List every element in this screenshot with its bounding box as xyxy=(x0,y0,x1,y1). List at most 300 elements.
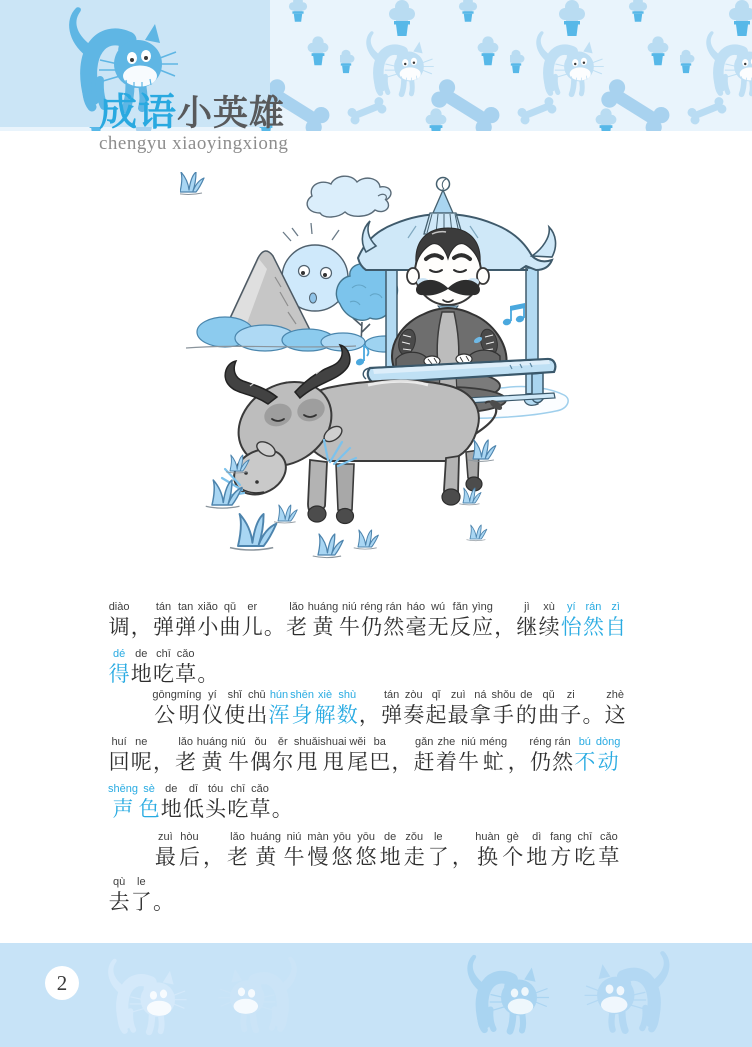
hanzi: 个 xyxy=(502,845,524,869)
hanzi: 尔 xyxy=(272,750,294,774)
story-character xyxy=(263,601,285,639)
story-character xyxy=(360,601,382,639)
pinyin: ěr xyxy=(277,736,288,748)
pinyin: míng xyxy=(176,689,202,701)
story-character xyxy=(152,876,174,914)
hanzi: 吃 xyxy=(152,662,174,686)
story-character xyxy=(391,736,413,774)
pinyin: de xyxy=(384,831,397,843)
pinyin: zuì xyxy=(158,831,173,843)
story-character xyxy=(358,689,380,727)
pinyin: ba xyxy=(373,736,386,748)
pinyin: shuai xyxy=(320,736,347,748)
pinyin: qù xyxy=(112,876,126,888)
hanzi: 。 xyxy=(582,703,604,727)
story-character xyxy=(154,831,176,869)
hanzi: 解 xyxy=(314,703,336,727)
story-character xyxy=(383,601,405,639)
hanzi: 头 xyxy=(205,797,227,821)
pinyin: huáng xyxy=(307,601,339,613)
hanzi: 低 xyxy=(182,797,204,821)
idiom-character xyxy=(314,689,336,727)
story-character xyxy=(271,783,293,821)
pinyin: niú xyxy=(461,736,476,748)
story-character xyxy=(152,689,176,727)
story-character xyxy=(526,831,548,869)
hanzi: 的 xyxy=(515,703,537,727)
hanzi: 然 xyxy=(383,615,405,639)
pinyin: niú xyxy=(342,601,357,613)
idiom-character xyxy=(108,783,138,821)
hanzi: 老 xyxy=(286,615,308,639)
story-character xyxy=(471,601,493,639)
story-line xyxy=(108,601,627,639)
hanzi: 牛 xyxy=(338,615,360,639)
story-character xyxy=(502,831,524,869)
story-illustration xyxy=(180,172,572,596)
pinyin: chī xyxy=(156,648,171,660)
hanzi: 老 xyxy=(175,750,197,774)
story-character xyxy=(447,689,469,727)
hanzi: 去 xyxy=(108,890,130,914)
hanzi: 毫 xyxy=(405,615,427,639)
story-character xyxy=(197,736,228,774)
pinyin: jì xyxy=(524,601,530,613)
pinyin: màn xyxy=(307,831,329,843)
pinyin: huáng xyxy=(250,831,282,843)
story-character xyxy=(152,736,174,774)
pinyin: sè xyxy=(143,783,155,795)
hanzi: 黄 xyxy=(255,845,277,869)
story-character xyxy=(286,601,308,639)
story-character xyxy=(507,736,529,774)
pinyin: tan xyxy=(178,601,194,613)
hanzi: 悠 xyxy=(355,845,377,869)
story-line xyxy=(108,736,620,774)
pinyin: zòu xyxy=(404,689,423,701)
hanzi: 牛 xyxy=(227,750,249,774)
story-character xyxy=(283,831,305,869)
story-character xyxy=(152,648,174,686)
pinyin: yìng xyxy=(472,601,493,613)
pinyin: méng xyxy=(479,736,508,748)
pinyin: shēng xyxy=(108,783,138,795)
hanzi: 巴 xyxy=(369,750,391,774)
story-character xyxy=(224,689,246,727)
hanzi: 回 xyxy=(108,750,130,774)
story-character xyxy=(226,831,248,869)
pinyin: xiǎo xyxy=(197,601,218,613)
story-character xyxy=(338,601,360,639)
hanzi: ， xyxy=(202,845,224,869)
pinyin: hún xyxy=(269,689,289,701)
story-character xyxy=(582,689,604,727)
page-number: 2 xyxy=(56,970,68,995)
story-character xyxy=(355,831,377,869)
page-number-badge xyxy=(45,966,79,1000)
hanzi: 然 xyxy=(582,615,604,639)
hanzi: 。 xyxy=(197,662,219,686)
pinyin: réng xyxy=(529,736,552,748)
story-character xyxy=(405,601,427,639)
story-character xyxy=(108,876,130,914)
pinyin: ná xyxy=(474,689,487,701)
hanzi: 黄 xyxy=(312,615,334,639)
pinyin: yí xyxy=(566,601,576,613)
pinyin: shēn xyxy=(290,689,314,701)
story-character xyxy=(449,601,471,639)
hanzi: 吃 xyxy=(227,797,249,821)
hanzi: 怡 xyxy=(560,615,582,639)
pinyin: dòng xyxy=(595,736,621,748)
pinyin: rán xyxy=(554,736,571,748)
story-character xyxy=(219,601,241,639)
pinyin: diào xyxy=(108,601,130,613)
idiom-character xyxy=(290,689,314,727)
story-character xyxy=(379,831,401,869)
footer-band xyxy=(0,943,752,1047)
story-character xyxy=(272,736,294,774)
hanzi: 出 xyxy=(246,703,268,727)
hanzi: 这 xyxy=(604,703,626,727)
story-character xyxy=(175,601,197,639)
hanzi: 最 xyxy=(154,845,176,869)
idiom-character xyxy=(108,648,130,686)
story-character xyxy=(413,736,435,774)
pinyin: le xyxy=(433,831,443,843)
hanzi: 地 xyxy=(379,845,401,869)
hanzi: 子 xyxy=(560,703,582,727)
story-character xyxy=(182,783,204,821)
story-character xyxy=(227,783,249,821)
pinyin: wú xyxy=(431,601,446,613)
hanzi: 曲 xyxy=(219,615,241,639)
hanzi: 着 xyxy=(435,750,457,774)
pinyin: dī xyxy=(188,783,199,795)
pinyin: chū xyxy=(247,689,266,701)
hanzi: 偶 xyxy=(250,750,272,774)
hanzi: 虻 xyxy=(482,750,504,774)
pinyin: niú xyxy=(231,736,246,748)
hanzi: ， xyxy=(451,845,473,869)
pinyin: shuǎi xyxy=(293,736,321,748)
hanzi: 走 xyxy=(403,845,425,869)
pinyin: er xyxy=(247,601,258,613)
hanzi: 悠 xyxy=(331,845,353,869)
pinyin: de xyxy=(135,648,148,660)
hanzi: 弹 xyxy=(175,615,197,639)
pinyin: bú xyxy=(578,736,591,748)
story-character xyxy=(331,831,353,869)
pinyin: cǎo xyxy=(600,831,618,843)
story-character xyxy=(201,689,223,727)
story-line xyxy=(108,876,620,914)
story-character xyxy=(307,831,329,869)
hanzi: 动 xyxy=(597,750,619,774)
story-character xyxy=(205,783,227,821)
hanzi: 继 xyxy=(516,615,538,639)
pinyin: zì xyxy=(611,601,620,613)
story-character xyxy=(249,783,271,821)
hanzi: 弹 xyxy=(152,615,174,639)
story-character xyxy=(381,689,403,727)
pinyin: qǔ xyxy=(223,601,237,613)
story-text xyxy=(108,601,627,921)
pinyin: rán xyxy=(385,601,402,613)
pinyin: dì xyxy=(532,831,542,843)
story-character xyxy=(550,831,572,869)
title-pinyin: chengyu xiaoyingxiong xyxy=(99,133,289,154)
pinyin: qǔ xyxy=(542,689,555,701)
story-character xyxy=(491,689,515,727)
story-character xyxy=(178,831,200,869)
pinyin: chī xyxy=(577,831,593,843)
story-line xyxy=(108,648,620,686)
story-character xyxy=(130,648,152,686)
hanzi: 拿 xyxy=(469,703,491,727)
story-character xyxy=(574,831,596,869)
hanzi: 曲 xyxy=(538,703,560,727)
story-character xyxy=(246,689,268,727)
pinyin: gōng xyxy=(152,689,177,701)
story-character xyxy=(130,601,152,639)
hanzi: ， xyxy=(494,615,516,639)
hanzi: 方 xyxy=(550,845,572,869)
story-character xyxy=(197,601,219,639)
story-character xyxy=(425,689,447,727)
story-character xyxy=(320,736,346,774)
hanzi: 色 xyxy=(138,797,160,821)
story-character xyxy=(480,736,508,774)
pinyin: ǒu xyxy=(254,736,267,748)
story-character xyxy=(552,736,574,774)
hanzi: 草 xyxy=(598,845,620,869)
story-character xyxy=(403,831,425,869)
story-character xyxy=(494,601,516,639)
pinyin: zhè xyxy=(606,689,625,701)
pinyin: de xyxy=(165,783,178,795)
story-character xyxy=(451,831,473,869)
hanzi: 甩 xyxy=(296,750,318,774)
footer-background xyxy=(0,943,752,1047)
pinyin: shǐ xyxy=(227,689,242,701)
pinyin: le xyxy=(137,876,146,888)
idiom-character xyxy=(268,689,290,727)
pinyin: huí xyxy=(111,736,127,748)
idiom-character xyxy=(574,736,596,774)
hanzi: 公 xyxy=(154,703,176,727)
hanzi: 起 xyxy=(425,703,447,727)
pinyin: shù xyxy=(338,689,357,701)
story-character xyxy=(598,831,620,869)
pinyin: gè xyxy=(506,831,519,843)
pinyin: zǒu xyxy=(405,831,424,843)
hanzi: 得 xyxy=(108,662,130,686)
hanzi: 仍 xyxy=(361,615,383,639)
idiom-character xyxy=(336,689,358,727)
hanzi: 吃 xyxy=(574,845,596,869)
hanzi: 仪 xyxy=(201,703,223,727)
title-zh-gray: 小英雄 xyxy=(177,93,286,134)
story-character xyxy=(604,689,626,727)
pinyin: lǎo xyxy=(230,831,245,843)
pinyin: gǎn xyxy=(414,736,434,748)
pinyin: zi xyxy=(566,689,575,701)
cloud xyxy=(307,176,391,217)
story-character xyxy=(457,736,479,774)
story-character xyxy=(197,648,219,686)
pinyin: tóu xyxy=(207,783,224,795)
hanzi: 了 xyxy=(427,845,449,869)
hanzi: ， xyxy=(358,703,380,727)
story-character xyxy=(175,736,197,774)
story-character xyxy=(152,601,174,639)
pinyin: tán xyxy=(155,601,172,613)
hanzi: 使 xyxy=(224,703,246,727)
hanzi: ， xyxy=(507,750,529,774)
hanzi: 呢 xyxy=(130,750,152,774)
hanzi: 奏 xyxy=(403,703,425,727)
story-character xyxy=(529,736,551,774)
pinyin: dé xyxy=(112,648,126,660)
hanzi: 尾 xyxy=(347,750,369,774)
hanzi: 赶 xyxy=(413,750,435,774)
pinyin: tán xyxy=(383,689,400,701)
hanzi: 浑 xyxy=(268,703,290,727)
hanzi: 最 xyxy=(447,703,469,727)
story-character xyxy=(516,601,538,639)
pinyin: hòu xyxy=(180,831,199,843)
pinyin: xù xyxy=(543,601,555,613)
story-character xyxy=(177,689,201,727)
hanzi: 地 xyxy=(526,845,548,869)
story-character xyxy=(160,783,182,821)
hanzi: 黄 xyxy=(201,750,223,774)
story-character xyxy=(427,831,449,869)
story-character xyxy=(403,689,425,727)
hanzi: 牛 xyxy=(283,845,305,869)
hanzi: 。 xyxy=(263,615,285,639)
hanzi: 调 xyxy=(108,615,130,639)
pinyin: háo xyxy=(406,601,426,613)
pinyin: ne xyxy=(135,736,148,748)
title-zh-blue: 成语 xyxy=(99,89,178,134)
pinyin: chī xyxy=(230,783,246,795)
idiom-character xyxy=(138,783,160,821)
pinyin: zuì xyxy=(450,689,466,701)
pinyin: niú xyxy=(286,831,302,843)
pinyin: lǎo xyxy=(178,736,193,748)
book-title xyxy=(99,89,289,154)
story-character xyxy=(308,601,339,639)
pinyin: rán xyxy=(585,601,602,613)
idiom-character xyxy=(560,601,582,639)
story-character xyxy=(369,736,391,774)
pinyin: cǎo xyxy=(251,783,269,795)
pinyin: wěi xyxy=(349,736,366,748)
story-character xyxy=(560,689,582,727)
hanzi: 牛 xyxy=(458,750,480,774)
story-character xyxy=(130,876,152,914)
hanzi: 。 xyxy=(271,797,293,821)
pinyin: cǎo xyxy=(176,648,195,660)
story-character xyxy=(538,601,560,639)
paragraph-indent xyxy=(108,689,152,727)
pinyin: yí xyxy=(208,689,217,701)
story-character xyxy=(475,831,499,869)
paragraph-indent xyxy=(108,831,152,869)
pinyin: lǎo xyxy=(289,601,304,613)
hanzi: 甩 xyxy=(322,750,344,774)
pinyin: huàn xyxy=(475,831,500,843)
story-character xyxy=(427,601,449,639)
hanzi: 声 xyxy=(112,797,134,821)
hanzi: 弹 xyxy=(381,703,403,727)
story-character xyxy=(108,736,130,774)
hanzi: 自 xyxy=(605,615,627,639)
story-character xyxy=(515,689,537,727)
pinyin: zhe xyxy=(437,736,456,748)
hanzi: 换 xyxy=(477,845,498,869)
idiom-character xyxy=(605,601,627,639)
hanzi: 明 xyxy=(178,703,200,727)
hanzi: 不 xyxy=(574,750,596,774)
hanzi: 续 xyxy=(538,615,560,639)
story-character xyxy=(250,831,281,869)
story-character xyxy=(250,736,272,774)
story-character xyxy=(538,689,560,727)
hanzi: ， xyxy=(391,750,413,774)
hanzi: 数 xyxy=(336,703,358,727)
pinyin: qǐ xyxy=(431,689,441,701)
hanzi: ， xyxy=(152,750,174,774)
hanzi: 无 xyxy=(427,615,449,639)
hanzi: ， xyxy=(130,615,152,639)
story-character xyxy=(202,831,224,869)
pinyin: de xyxy=(520,689,533,701)
story-line xyxy=(108,689,626,727)
story-line xyxy=(108,783,620,821)
hanzi: 慢 xyxy=(307,845,329,869)
hanzi: 然 xyxy=(552,750,574,774)
hanzi: 老 xyxy=(226,845,248,869)
hanzi: 草 xyxy=(175,662,197,686)
story-character xyxy=(294,736,320,774)
pinyin: yōu xyxy=(333,831,351,843)
hanzi: 地 xyxy=(160,797,182,821)
story-character xyxy=(469,689,491,727)
pinyin: fang xyxy=(550,831,572,843)
hanzi: 仍 xyxy=(529,750,551,774)
story-character xyxy=(108,601,130,639)
hanzi: 了 xyxy=(130,890,152,914)
story-character xyxy=(435,736,457,774)
hanzi: 反 xyxy=(449,615,471,639)
hanzi: 应 xyxy=(472,615,493,639)
hanzi: 儿 xyxy=(241,615,263,639)
pinyin: réng xyxy=(360,601,383,613)
pinyin: xiè xyxy=(318,689,333,701)
idiom-character xyxy=(582,601,604,639)
story-character xyxy=(241,601,263,639)
idiom-character xyxy=(596,736,620,774)
hanzi: 小 xyxy=(197,615,219,639)
story-line xyxy=(108,831,620,869)
hanzi: 身 xyxy=(291,703,313,727)
pinyin: yōu xyxy=(357,831,375,843)
hanzi: 草 xyxy=(249,797,271,821)
pinyin: huáng xyxy=(196,736,228,748)
